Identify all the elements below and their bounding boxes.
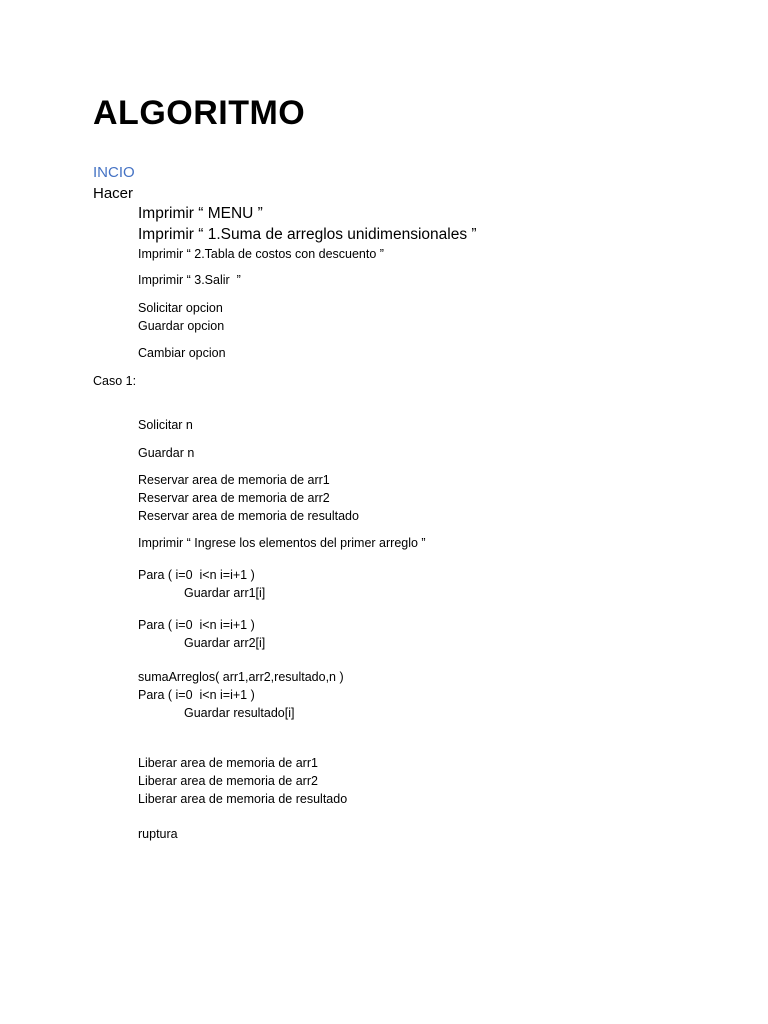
inicio-line: INCIO [93,164,135,181]
print-option-1-line: Imprimir “ 1.Suma de arreglos unidimensionales ” [138,226,477,243]
save-result-line: Guardar resultado[i] [184,706,295,720]
break-line: ruptura [138,827,178,841]
free-arr2-line: Liberar area de memoria de arr2 [138,774,318,788]
save-n-line: Guardar n [138,446,195,460]
save-option-line: Guardar opcion [138,319,225,333]
case-1-label: Caso 1: [93,374,137,388]
request-option-line: Solicitar opcion [138,301,223,315]
hacer-line: Hacer [93,185,134,202]
free-result-line: Liberar area de memoria de resultado [138,792,348,806]
save-arr1-line: Guardar arr1[i] [184,586,266,600]
free-arr1-line: Liberar area de memoria de arr1 [138,756,318,770]
save-arr2-line: Guardar arr2[i] [184,636,266,650]
sum-arrays-call-line: sumaArreglos( arr1,arr2,resultado,n ) [138,670,344,684]
request-n-line: Solicitar n [138,418,193,432]
print-option-2-line: Imprimir “ 2.Tabla de costos con descuento ” [138,247,384,261]
for-loop-2-line: Para ( i=0 i<n i=i+1 ) [138,618,255,632]
for-loop-3-line: Para ( i=0 i<n i=i+1 ) [138,688,255,702]
document-title: ALGORITMO [93,94,306,132]
print-menu-line: Imprimir “ MENU ” [138,205,263,222]
print-enter-elements-line: Imprimir “ Ingrese los elementos del primer arreglo ” [138,536,426,550]
switch-option-line: Cambiar opcion [138,346,226,360]
print-option-3-line: Imprimir “ 3.Salir ” [138,273,241,287]
alloc-arr2-line: Reservar area de memoria de arr2 [138,491,330,505]
for-loop-1-line: Para ( i=0 i<n i=i+1 ) [138,568,255,582]
alloc-result-line: Reservar area de memoria de resultado [138,509,359,523]
alloc-arr1-line: Reservar area de memoria de arr1 [138,473,330,487]
